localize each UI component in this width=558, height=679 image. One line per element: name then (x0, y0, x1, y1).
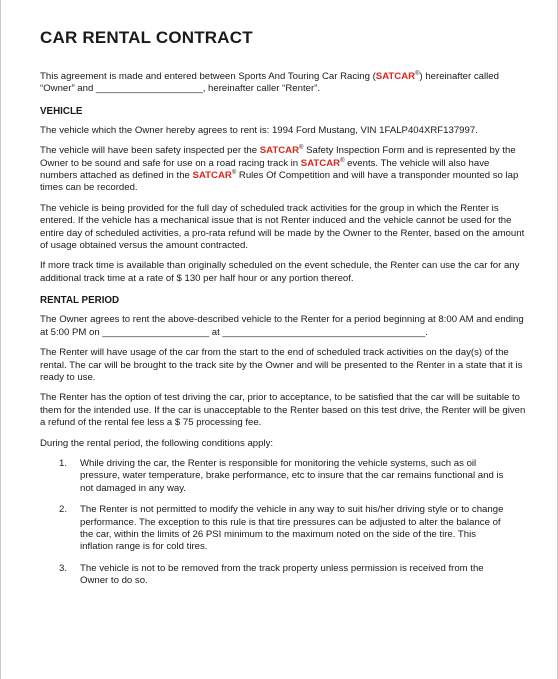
list-item-number: 2. (59, 504, 68, 516)
satcar-brand: SATCAR (192, 170, 232, 182)
registered-mark: ® (340, 157, 345, 164)
rental-paragraph-3: The Renter has the option of test driving the car, prior to acceptance, to be satisfied that the car will be suitable to them for the intended use. If the car is unacceptable to the Renter based on this test drive, the Renter will be given a refund of the rental fee less a $ 75 processing fee. (40, 392, 526, 429)
vehicle-paragraph-4: If more track time is available than originally scheduled on the event schedule, the Renter can use the car for any additional track time at a rate of $ 130 per half hour or any portion thereof. (40, 260, 520, 284)
list-item (40, 504, 527, 554)
list-item-number: 3. (59, 562, 68, 574)
page-title: CAR RENTAL CONTRACT (40, 28, 253, 47)
vehicle-heading: VEHICLE (40, 105, 83, 117)
list-item-text: The vehicle is not to be removed from the track property unless permission is received from the Owner to do so. (80, 562, 484, 587)
satcar-brand: SATCAR (259, 145, 299, 157)
conditions-list (40, 458, 527, 588)
vehicle-paragraph-2 (40, 145, 527, 195)
vehicle-p2-text-d: Rules Of Competition and will have a transponder mounted so lap times can be recorded. (40, 170, 519, 194)
list-item-text: While driving the car, the Renter is responsible for monitoring the vehicle systems, such as oil pressure, water temperature, brake performance, etc to insure that the car remains functional and is not damaged in any way. (80, 457, 504, 494)
list-item (40, 563, 527, 588)
list-item-text: The Renter is not permitted to modify the vehicle in any way to suit his/her driving style or to change performance. The exception to this rule is that tire pressures can be adjusted to alter the balance of the car, within the limits of 26 PSI minimum to the maximum noted on the side of the tire. This inflation range is for cold tires. (80, 504, 504, 553)
list-item-number: 1. (59, 457, 68, 469)
vehicle-paragraph-3: The vehicle is being provided for the full day of scheduled track activities for the group in which the Renter is entered. If the vehicle has a mechanical issue that is not Renter induced and the vehicle cannot be used for the entire day of scheduled activities, a pro-rata refund will be made by the Owner to the Renter, based on the amount of usage obtained versus the amount contracted. (40, 202, 525, 252)
intro-text-a: This agreement is made and entered between Sports And Touring Car Racing ( (40, 71, 376, 82)
satcar-brand: SATCAR (375, 71, 416, 82)
vehicle-p2-text-b: Safety Inspection Form and is represented by the Owner to be sound and safe for use on a road racing track in (40, 145, 516, 169)
registered-mark: ® (415, 70, 420, 77)
intro-paragraph (40, 71, 527, 96)
rental-paragraph-1: The Owner agrees to rent the above-described vehicle to the Renter for a period beginning at 8:00 AM and ending at 5:00 PM on ____________________ at ______________________________________. (40, 314, 524, 338)
vehicle-paragraph-1: The vehicle which the Owner hereby agrees to rent is: 1994 Ford Mustang, VIN 1FALP404XRF137997. (40, 124, 478, 136)
intro-text-b: ) hereinafter called “Owner” and ____________________, hereinafter caller “Renter”. (40, 71, 499, 95)
vehicle-p2-text-c: events. The vehicle will also have numbers attached as defined in the (40, 157, 490, 182)
vehicle-p2-text-a: The vehicle will have been safety inspected per the (40, 145, 260, 157)
list-item (40, 458, 527, 495)
registered-mark: ® (231, 169, 237, 176)
satcar-brand: SATCAR (300, 157, 341, 169)
rental-period-heading: RENTAL PERIOD (40, 295, 120, 307)
rental-paragraph-4: During the rental period, the following conditions apply: (40, 437, 274, 449)
rental-paragraph-2: The Renter will have usage of the car from the start to the end of scheduled track activities on the day(s) of the rental. The car will be brought to the track site by the Owner and will be presented to the Renter in a state that it is ready to use. (40, 347, 523, 383)
registered-mark: ® (299, 145, 304, 152)
